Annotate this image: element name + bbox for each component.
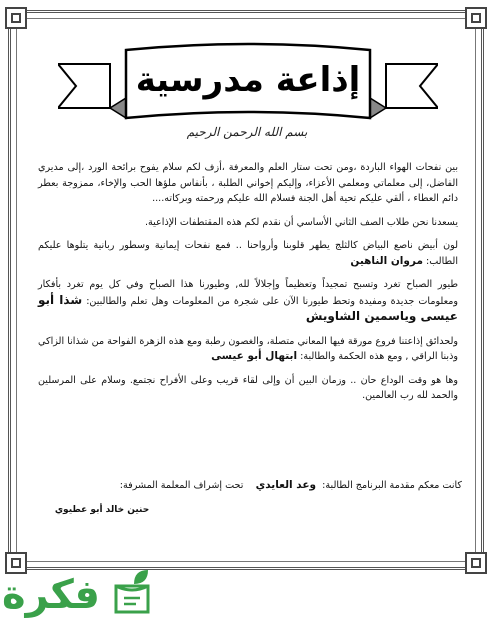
quran-text: لون أبيض ناصع البياض كالثلج يطهر قلوبنا وأرواحنا .. فمع نفحات إيمانية وسطور ربانية يتلوها عليكم الطالب: xyxy=(38,240,458,267)
document-page xyxy=(2,0,492,621)
title-banner xyxy=(58,38,438,128)
presenter-line xyxy=(62,479,462,491)
presenter-label: كانت معكم مقدمة البرنامج الطالبة: xyxy=(322,480,462,491)
supervision-label: تحت إشراف المعلمة المشرفة: xyxy=(119,480,244,491)
wisdom-paragraph xyxy=(38,334,458,365)
border-corner-ornament xyxy=(465,7,487,29)
basmala-calligraphy: بسم الله الرحمن الرحيم xyxy=(186,125,308,139)
closing-paragraph: وها هو وقت الوداع حان .. وزمان البين أن وإلى لقاء قريب وعلى الأفراح نجتمع. وسلام على المرسلين والحمد لله رب العالمين. xyxy=(38,374,458,401)
teacher-name: حنين خالد أبو عطيوي xyxy=(54,505,150,515)
quran-paragraph xyxy=(38,238,458,269)
did-you-know-text: طيور الصباح تغرد وتسبح تمجيداً وتعظيماً وإجلالاً لله, وطيورنا هذا الصباح وفي كل يوم تغرد بأفكار ومعلومات جديدة ومفيدة وتحط طيورنا الآن على شجرة من المعلومات وهل تعلم والطالبين: xyxy=(38,279,458,307)
student-names-did-you-know: شذا أبو عيسى وياسمين الشاويش xyxy=(38,292,458,323)
border-corner-ornament xyxy=(5,7,27,29)
border-corner-ornament xyxy=(5,552,27,574)
page-title: إذاعة مدرسية xyxy=(135,60,361,100)
opening-paragraph: بين نفحات الهواء الباردة ،ومن تحت ستار العلم والمعرفة ،أزف لكم سلام يفوح برائحة الورد ،إلى مديري الفاضل، إلى معلماتي ومعلمي الأعزاء، وإليكم إخواني الطلبة ، بأنفاس ملؤها الحب والإخاء، ممزوجة بعطر دائم العطاء ، ألقي عليكم تحية أهل الجنة فسلام الله عليكم ورحمته وبركاته.... xyxy=(38,162,458,204)
student-name-wisdom: ابتهال أبو عيسى xyxy=(211,350,298,362)
intro-paragraph: يسعدنا نحن طلاب الصف الثاني الأساسي أن نقدم لكم هذه المقتطفات الإذاعية. xyxy=(144,216,458,228)
watermark-logo-text: فكرة xyxy=(2,572,100,618)
presenter-name: وعد العايدي xyxy=(255,479,317,491)
student-name-quran: مروان الناهين xyxy=(350,254,423,267)
document-body xyxy=(38,160,458,412)
did-you-know-paragraph xyxy=(38,277,458,326)
border-corner-ornament xyxy=(465,552,487,574)
book-leaf-icon xyxy=(110,568,154,618)
wisdom-text: ولحدائق إذاعتنا فروع مورقة فيها المعاني متصلة، والغصون رطبة ومع هذه الزهرة الفواحة من شذانا الزاكي وذبنا الراقي , ومع هذه الحكمة والطالبة: xyxy=(38,335,458,362)
